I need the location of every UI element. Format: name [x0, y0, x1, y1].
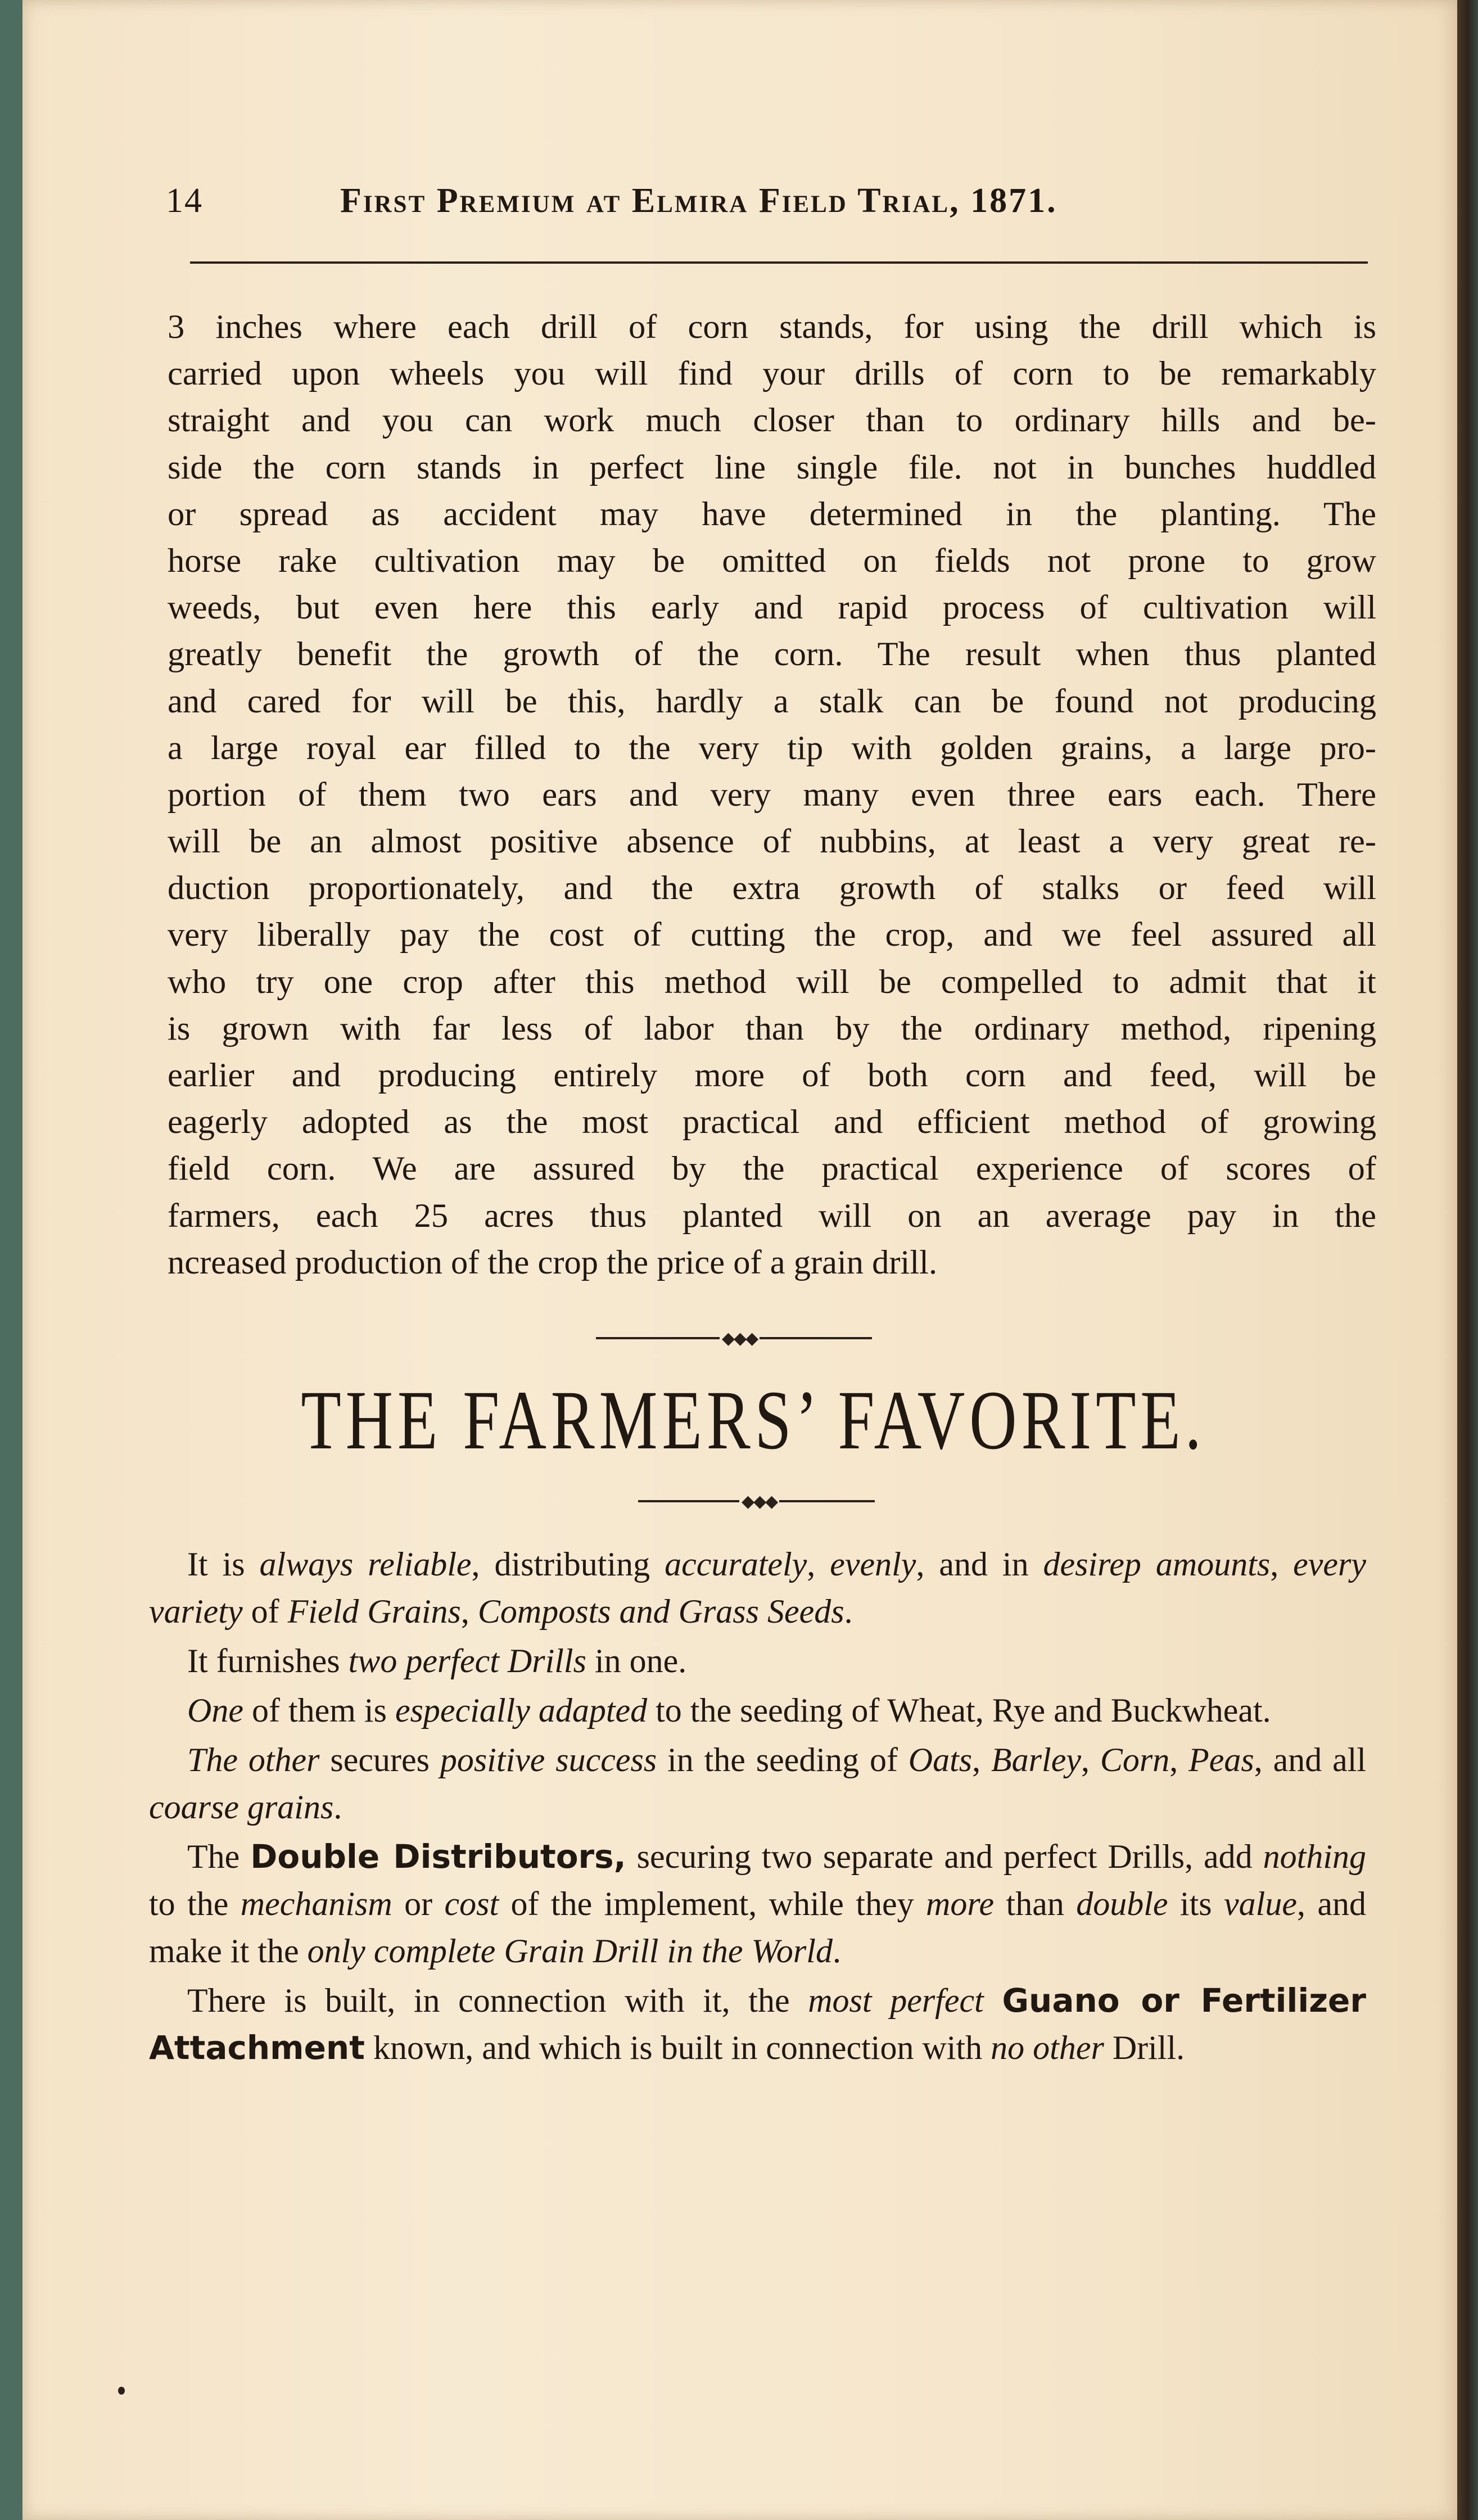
- body-line: greatly benefit the growth of the corn. The result when thus planted: [168, 635, 1376, 674]
- body-line: earlier and producing entirely more of both corn and feed, will be: [168, 1056, 1376, 1094]
- ink-speck: [118, 2387, 125, 2395]
- body-line: is grown with far less of labor than by the ordinary method, ripening: [168, 1009, 1376, 1047]
- ornament-diamonds: ◆◆◆: [722, 1328, 758, 1348]
- body-line: or spread as accident may have determined in the planting. The: [168, 495, 1376, 533]
- body-line: will be an almost positive absence of nubbins, at least a very great re-: [168, 823, 1376, 861]
- body-line: horse rake cultivation may be omitted on fields not prone to grow: [168, 541, 1376, 580]
- header-rule: [190, 261, 1368, 264]
- section-title: THE FARMERS’ FAVORITE.: [301, 1374, 1206, 1467]
- page-number: 14: [166, 182, 203, 220]
- paragraph-two-drills: It furnishes two perfect Drills in one.: [187, 1642, 687, 1679]
- body-line: farmers, each 25 acres thus planted will on an average pay in the: [168, 1196, 1376, 1235]
- body-line: field corn. We are assured by the practical experience of scores of: [168, 1150, 1376, 1188]
- body-line: 3 inches where each drill of corn stands, for using the drill which is: [168, 308, 1376, 346]
- paragraph-oats: The other secures positive success in the seeding of Oats, Barley, Corn, Peas, and all coarse grains.: [149, 1741, 1367, 1826]
- ornament-rule-bottom: [638, 1479, 875, 1524]
- paragraph-wheat: One of them is especially adapted to the seeding of Wheat, Rye and Buckwheat.: [187, 1692, 1271, 1729]
- body-text: [168, 304, 1376, 1286]
- features-section: [149, 1541, 1366, 2071]
- body-line: ncreased production of the crop the price of a grain drill.: [168, 1243, 938, 1281]
- paragraph-reliable: It is always reliable, distributing accurately, evenly, and in desirep amounts, every variety of Field Grains, Composts and Grass Seeds.: [149, 1546, 1367, 1630]
- paragraph-guano: There is built, in connection with it, the most perfect Guano or Fertilizer Attachment known, and which is built in connection with no other Drill.: [149, 1981, 1366, 2067]
- body-line: carried upon wheels you will find your drills of corn to be remarkably: [168, 355, 1376, 393]
- page-header: [138, 181, 1262, 226]
- body-line: duction proportionately, and the extra growth of stalks or feed will: [168, 869, 1376, 907]
- paragraph-distributors: The Double Distributors, securing two separate and perfect Drills, add nothing to the mechanism or cost of the implement, while they more than double its value, and make it the only complete Grain Drill in the World.: [149, 1837, 1366, 1970]
- body-line: eagerly adopted as the most practical and efficient method of growing: [168, 1103, 1376, 1141]
- ornament-rule-top: [596, 1316, 872, 1361]
- body-line: portion of them two ears and very many even three ears each. There: [168, 775, 1376, 814]
- ornament-diamonds: ◆◆◆: [742, 1491, 778, 1511]
- body-line: and cared for will be this, hardly a stalk can be found not producing: [168, 682, 1376, 720]
- running-head: First Premium at Elmira Field Trial, 1871.: [340, 182, 1057, 220]
- body-line: straight and you can work much closer than to ordinary hills and be-: [168, 401, 1376, 440]
- body-line: who try one crop after this method will be compelled to admit that it: [168, 963, 1376, 1001]
- body-line: a large royal ear filled to the very tip with golden grains, a large pro-: [168, 729, 1376, 767]
- body-line: weeds, but even here this early and rapid process of cultivation will: [168, 589, 1376, 627]
- body-line: side the corn stands in perfect line single file. not in bunches huddled: [168, 448, 1376, 486]
- body-line: very liberally pay the cost of cutting the crop, and we feel assured all: [168, 916, 1376, 954]
- binding-edge: [1457, 0, 1478, 2520]
